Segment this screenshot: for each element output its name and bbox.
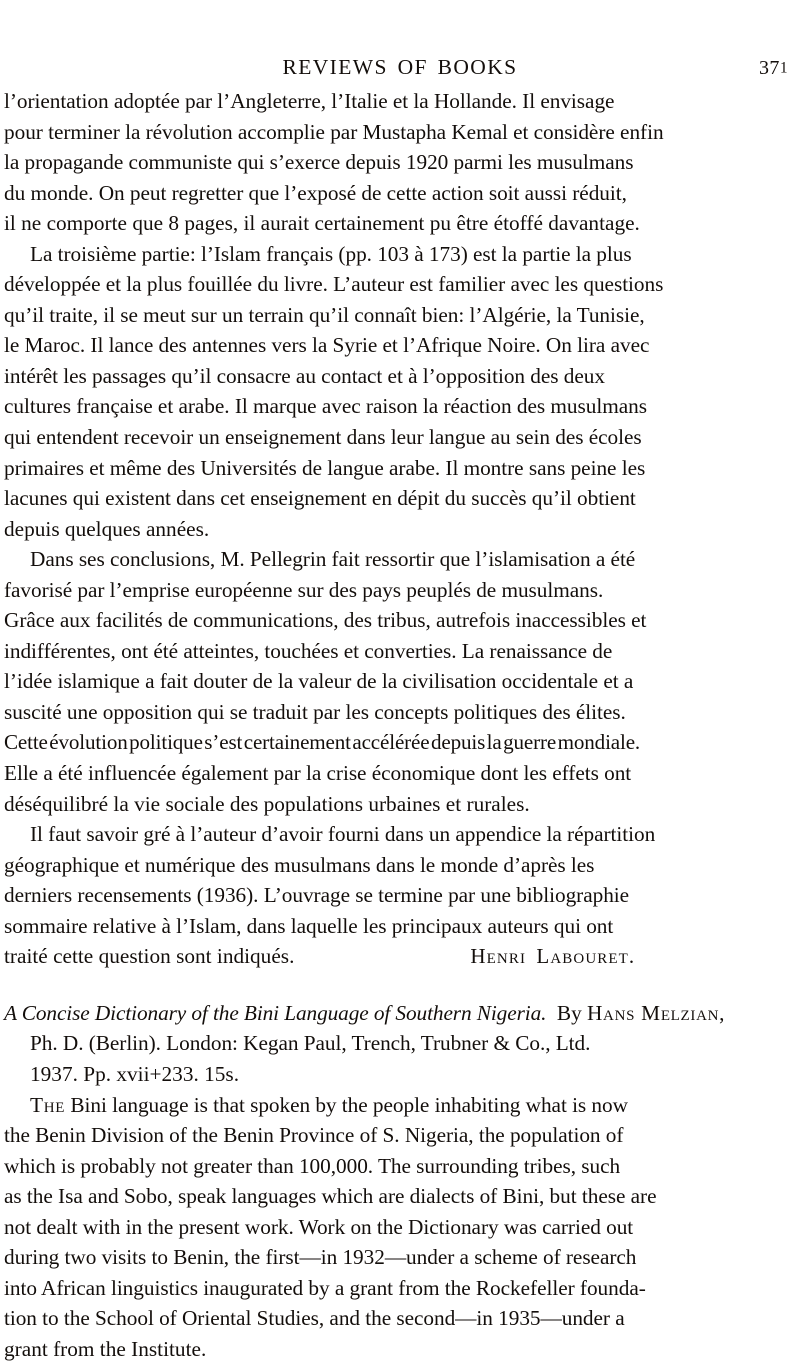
text-line bbox=[4, 239, 797, 270]
text-line-content: Il faut savoir gré à l’auteur d’avoir fourni dans un appendice la répartition bbox=[30, 822, 655, 846]
text-line: primaires et même des Universités de langue arabe. Il montre sans peine les bbox=[4, 453, 797, 484]
review-2-body bbox=[4, 1090, 797, 1364]
text-line: not dealt with in the present work. Work on the Dictionary was carried out bbox=[4, 1212, 797, 1243]
paragraph-appendice bbox=[4, 819, 797, 972]
text-line bbox=[4, 819, 797, 850]
text-line: depuis quelques années. bbox=[4, 514, 797, 545]
opening-small-caps: The bbox=[30, 1093, 65, 1117]
text-line-content: Dans ses conclusions, M. Pellegrin fait ressortir que l’islamisation a été bbox=[30, 547, 635, 571]
text-line: déséquilibré la vie sociale des populations urbaines et rurales. bbox=[4, 789, 797, 820]
text-line: la propagande communiste qui s’exerce depuis 1920 parmi les musulmans bbox=[4, 147, 797, 178]
text-line: Elle a été influencée également par la crise économique dont les effets ont bbox=[4, 758, 797, 789]
text-line: développée et la plus fouillée du livre. L’auteur est familier avec les questions bbox=[4, 269, 797, 300]
text-line: tion to the School of Oriental Studies, and the second—in 1935—under a bbox=[4, 1303, 797, 1334]
text-line: favorisé par l’emprise européenne sur des pays peuplés de musulmans. bbox=[4, 575, 797, 606]
text-line: du monde. On peut regretter que l’exposé de cette action soit aussi réduit, bbox=[4, 178, 797, 209]
text-line: intérêt les passages qu’il consacre au contact et à l’opposition des deux bbox=[4, 361, 797, 392]
text-line: qui entendent recevoir un enseignement dans leur langue au sein des écoles bbox=[4, 422, 797, 453]
reviewer-signature: Henri Labouret. bbox=[470, 944, 635, 968]
text-line: lacunes qui existent dans cet enseignement en dépit du succès qu’il obtient bbox=[4, 483, 797, 514]
text-line: into African linguistics inaugurated by a grant from the Rockefeller founda- bbox=[4, 1273, 797, 1304]
text-line: l’orientation adoptée par l’Angleterre, l’Italie et la Hollande. Il envisage bbox=[4, 86, 797, 117]
text-line: sommaire relative à l’Islam, dans laquelle les principaux auteurs qui ont bbox=[4, 911, 797, 942]
text-line bbox=[4, 1090, 797, 1121]
text-line: during two visits to Benin, the first—in 1932—under a scheme of research bbox=[4, 1242, 797, 1273]
section-divider-space bbox=[4, 972, 797, 998]
text-line: cultures française et arabe. Il marque avec raison la réaction des musulmans bbox=[4, 391, 797, 422]
text-line: géographique et numérique des musulmans dans le monde d’après les bbox=[4, 850, 797, 881]
text-line-condensed: Cette évolution politique s’est certainement accélérée depuis la guerre mondiale. bbox=[4, 727, 797, 758]
text-line-with-signature bbox=[4, 941, 797, 972]
text-line: il ne comporte que 8 pages, il aurait certainement pu être étoffé davantage. bbox=[4, 208, 797, 239]
text-line: as the Isa and Sobo, speak languages which are dialects of Bini, but these are bbox=[4, 1181, 797, 1212]
text-line: derniers recensements (1936). L’ouvrage se termine par une bibliographie bbox=[4, 880, 797, 911]
text-line-content: La troisième partie: l’Islam français (pp. 103 à 173) est la partie la plus bbox=[30, 242, 632, 266]
text-line: Grâce aux facilités de communications, des tribus, autrefois inaccessibles et bbox=[4, 605, 797, 636]
text-line: indifférentes, ont été atteintes, touchées et converties. La renaissance de bbox=[4, 636, 797, 667]
text-line-content: Ph. D. (Berlin). London: Kegan Paul, Trench, Trubner & Co., Ltd. bbox=[30, 1031, 590, 1055]
text-line-content: Bini language is that spoken by the people inhabiting what is now bbox=[65, 1093, 628, 1117]
imprint-line bbox=[4, 1059, 797, 1090]
text-line: pour terminer la révolution accomplie par Mustapha Kemal et considère enfin bbox=[4, 117, 797, 148]
text-line bbox=[4, 544, 797, 575]
book-heading-line bbox=[4, 998, 797, 1029]
page-text-block bbox=[4, 86, 797, 1364]
book-title: A Concise Dictionary of the Bini Language of Southern Nigeria. bbox=[4, 1001, 546, 1025]
review-2-heading bbox=[4, 998, 797, 1090]
paragraph-conclusions bbox=[4, 544, 797, 819]
text-line: which is probably not greater than 100,000. The surrounding tribes, such bbox=[4, 1151, 797, 1182]
text-line: l’idée islamique a fait douter de la valeur de la civilisation occidentale et a bbox=[4, 666, 797, 697]
imprint-line bbox=[4, 1028, 797, 1059]
text-line-content: 1937. Pp. xvii+233. 15s. bbox=[30, 1062, 239, 1086]
text-line: qu’il traite, il se meut sur un terrain qu’il connaît bien: l’Algérie, la Tunisie, bbox=[4, 300, 797, 331]
text-line: le Maroc. Il lance des antennes vers la Syrie et l’Afrique Noire. On lira avec bbox=[4, 330, 797, 361]
byline-prefix: By bbox=[557, 1001, 582, 1025]
paragraph-continued bbox=[4, 86, 797, 239]
running-head bbox=[0, 55, 800, 85]
page-folio-number: 371 bbox=[759, 57, 788, 80]
text-line: suscité une opposition qui se traduit par les concepts politiques des élites. bbox=[4, 697, 797, 728]
text-line: the Benin Division of the Benin Province of S. Nigeria, the population of bbox=[4, 1120, 797, 1151]
paragraph-troisieme-partie bbox=[4, 239, 797, 544]
running-head-title: REVIEWS OF BOOKS bbox=[0, 55, 800, 80]
text-line-content: traité cette question sont indiqués. bbox=[4, 944, 294, 968]
text-line: grant from the Institute. bbox=[4, 1334, 797, 1364]
book-author: Hans Melzian, bbox=[587, 1001, 725, 1025]
